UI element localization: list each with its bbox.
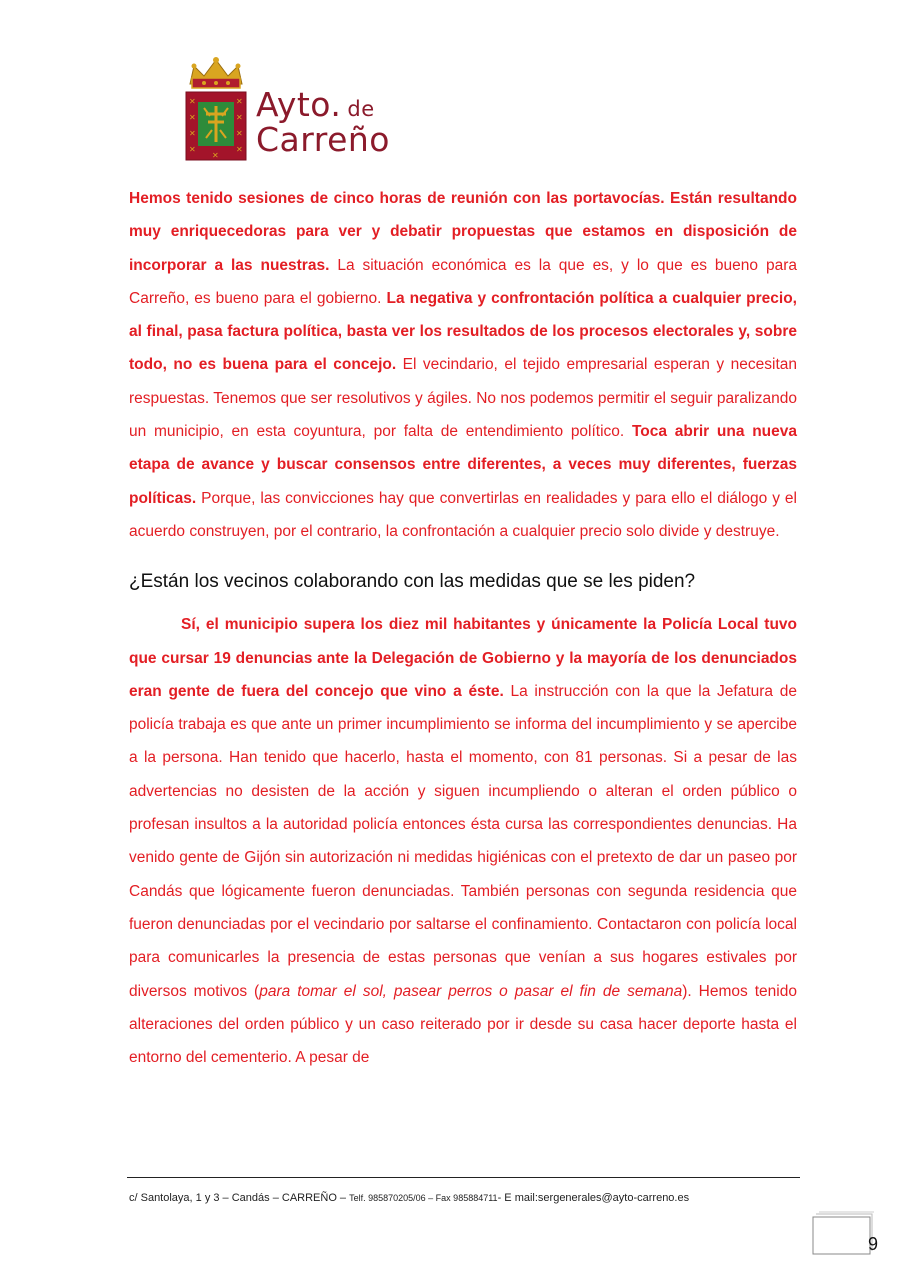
svg-text:✕: ✕ bbox=[236, 129, 243, 138]
p2-segment: para tomar el sol, pasear perros o pasar el fin de semana bbox=[259, 982, 683, 1000]
svg-text:✕: ✕ bbox=[189, 129, 196, 138]
logo-text bbox=[256, 85, 391, 159]
p1-segment: Hemos tenido sesiones de cinco horas de reunión con las portavocías. Están resultando muy enriquecedoras para ver y debatir propuestas que estamos en disposición de incorporar a las nuestras. bbox=[129, 190, 797, 274]
logo-line-2: Carreño bbox=[256, 120, 391, 159]
svg-text:✕: ✕ bbox=[189, 145, 196, 154]
svg-text:✕: ✕ bbox=[212, 151, 219, 160]
footer-phone: Telf. 985870205/06 – Fax 985884711 bbox=[349, 1193, 498, 1203]
svg-text:✕: ✕ bbox=[189, 113, 196, 122]
coat-of-arms-icon bbox=[184, 54, 248, 168]
p2-segment: ). Hemos tenido alteraciones del orden público y un caso reiterado por ir desde su casa hacer deporte hasta el entorno del cementerio. A pesar de bbox=[129, 982, 797, 1067]
p1-segment: Toca abrir una nueva etapa de avance y buscar consensos entre diferentes, a veces muy diferentes, fuerzas políticas. bbox=[129, 423, 797, 507]
page-number-frame-icon bbox=[812, 1211, 874, 1255]
footer-address: c/ Santolaya, 1 y 3 – Candás – CARREÑO – bbox=[129, 1192, 350, 1204]
p1-segment: Porque, las convicciones hay que convertirlas en realidades y para ello el diálogo y el acuerdo construyen, por el contrario, la confrontación a cualquier precio solo divide y destruye. bbox=[129, 489, 797, 540]
p2-segment: La instrucción con la que la Jefatura de policía trabaja es que ante un primer incumplimiento se informa del incumplimiento y se apercibe a la persona. Han tenido que hacerlo, hasta el momento, con 81 personas. Si a pesar de las advertencias no desisten de la acción y siguen incumpliendo o alteran el orden público o profesan insultos a la autoridad policía entonces ésta cursa las correspondientes denuncias. Ha venido gente de Gijón sin autorización ni medidas higiénicas con el pretexto de dar un paseo por Candás que lógicamente fueron denunciadas. También personas con segunda residencia que fueron denunciadas por el vecindario por saltarse el confinamiento. Contactaron con policía local para comunicarles la presencia de estas personas que venían a sus hogares estivales por diversos motivos ( bbox=[129, 682, 797, 1000]
interview-question: ¿Están los vecinos colaborando con las medidas que se les piden? bbox=[129, 571, 696, 593]
municipal-logo bbox=[184, 54, 404, 170]
paragraph-2 bbox=[129, 608, 797, 1074]
paragraph-1 bbox=[129, 182, 797, 548]
document-body bbox=[129, 182, 797, 1074]
svg-text:✕: ✕ bbox=[236, 97, 243, 106]
p1-segment: La negativa y confrontación política a cualquier precio, al final, pasa factura política, basta ver los resultados de los procesos electorales y, sobre todo, no es buena para el concejo. bbox=[129, 289, 797, 374]
logo-line-1: Ayto. bbox=[256, 85, 342, 124]
svg-text:✕: ✕ bbox=[236, 113, 243, 122]
p1-segment: El vecindario, el tejido empresarial esperan y necesitan respuestas. Tenemos que ser resolutivos y ágiles. No nos podemos permitir el seguir paralizando un municipio, en esta coyuntura, por falta de entendimiento político. bbox=[129, 356, 797, 441]
footer-email: - E mail:sergenerales@ayto-carreno.es bbox=[497, 1192, 690, 1204]
logo-de: de bbox=[347, 97, 375, 121]
svg-text:✕: ✕ bbox=[189, 97, 196, 106]
svg-text:✕: ✕ bbox=[236, 145, 243, 154]
p1-segment: La situación económica es la que es, y lo que es bueno para Carreño, es bueno para el gobierno. bbox=[129, 256, 797, 307]
footer-divider bbox=[127, 1177, 800, 1178]
page-number: 9 bbox=[868, 1234, 879, 1254]
p2-segment: Sí, el municipio supera los diez mil habitantes y únicamente la Policía Local tuvo que cursar 19 denuncias ante la Delegación de Gobierno y la mayoría de los denunciados eran gente de fuera del concejo que vino a éste. bbox=[129, 616, 797, 700]
footer-contact bbox=[129, 1192, 809, 1204]
